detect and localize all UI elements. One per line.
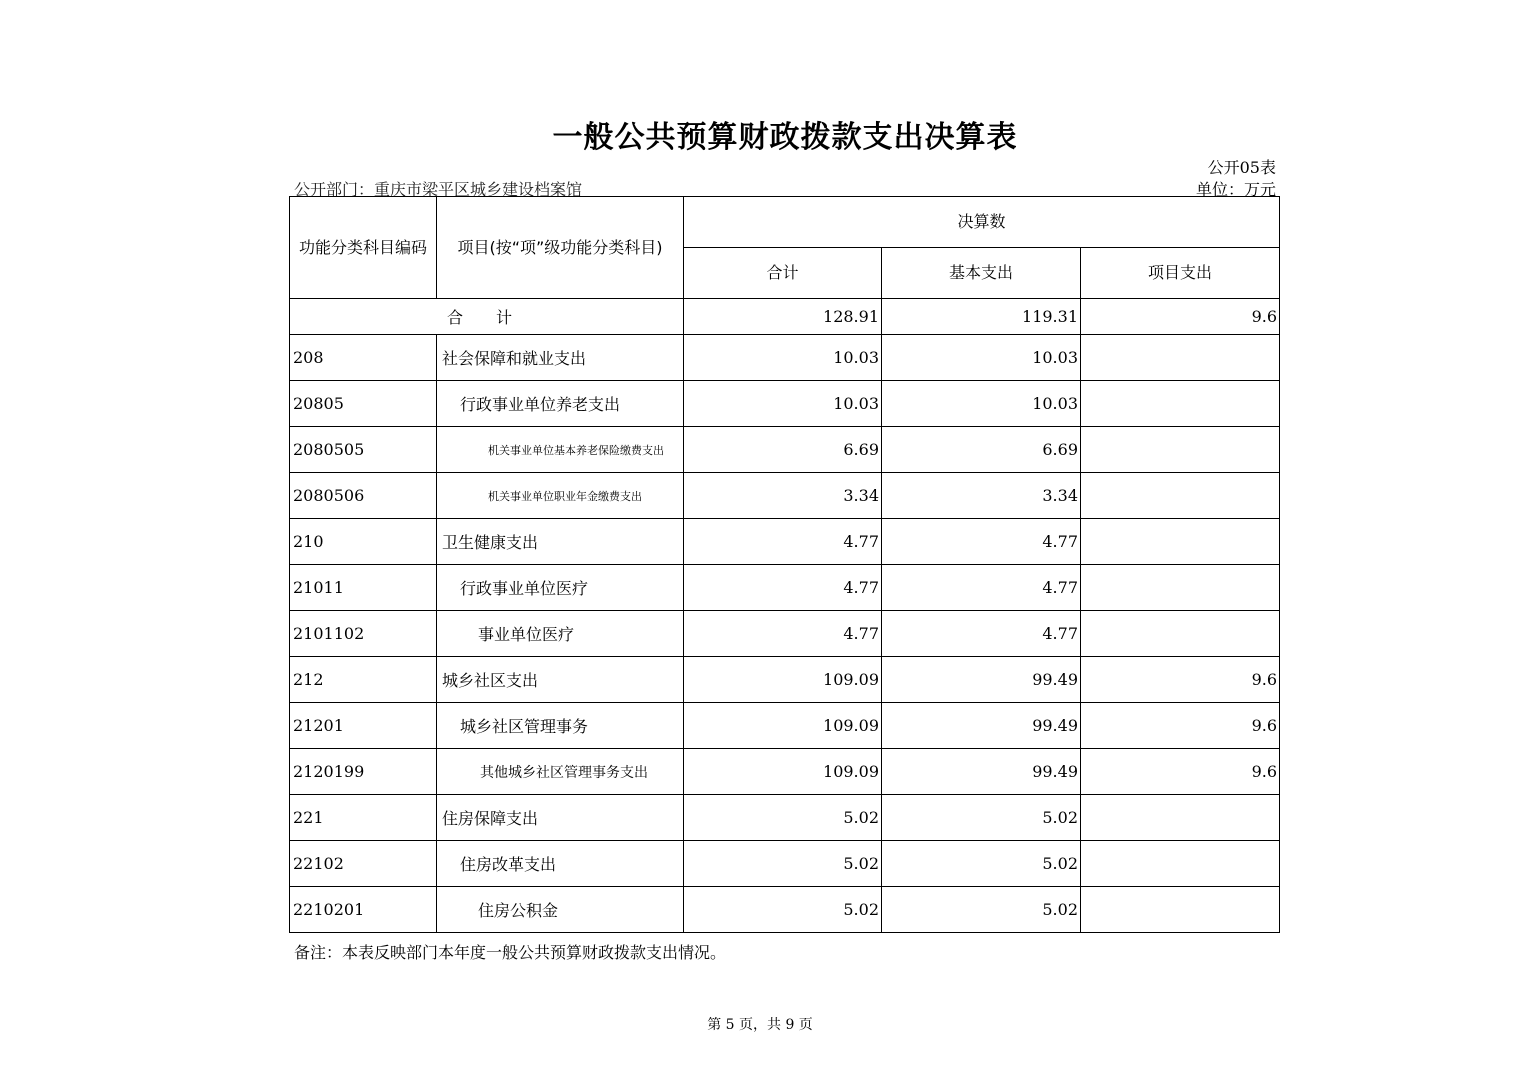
- table-note: 备注：本表反映部门本年度一般公共预算财政拨款支出情况。: [294, 943, 727, 962]
- row-project: [1081, 611, 1280, 657]
- row-total: 5.02: [684, 887, 882, 933]
- total-project: 9.6: [1081, 299, 1280, 335]
- header-basic: 基本支出: [882, 248, 1081, 299]
- row-basic: 4.77: [882, 611, 1081, 657]
- row-code: 20805: [290, 381, 437, 427]
- total-row: [290, 299, 1280, 335]
- row-code: 221: [290, 795, 437, 841]
- table-row: [290, 427, 1280, 473]
- row-code: 21011: [290, 565, 437, 611]
- row-basic: 10.03: [882, 335, 1081, 381]
- row-name: 社会保障和就业支出: [437, 335, 684, 381]
- row-project: [1081, 473, 1280, 519]
- row-basic: 3.34: [882, 473, 1081, 519]
- table-row: [290, 565, 1280, 611]
- row-code: 208: [290, 335, 437, 381]
- row-project: [1081, 565, 1280, 611]
- table-row: [290, 381, 1280, 427]
- row-basic: 4.77: [882, 565, 1081, 611]
- table-row: [290, 795, 1280, 841]
- header-total: 合计: [684, 248, 882, 299]
- row-total: 109.09: [684, 703, 882, 749]
- row-name: 住房公积金: [437, 887, 684, 933]
- row-project: [1081, 381, 1280, 427]
- row-project: 9.6: [1081, 703, 1280, 749]
- header-item: 项目(按“项”级功能分类科目): [437, 197, 684, 299]
- row-name: 事业单位医疗: [437, 611, 684, 657]
- page-title: 一般公共预算财政拨款支出决算表: [552, 120, 1018, 155]
- table-row: [290, 841, 1280, 887]
- row-code: 2080505: [290, 427, 437, 473]
- table-row: [290, 611, 1280, 657]
- table-row: [290, 703, 1280, 749]
- row-total: 4.77: [684, 611, 882, 657]
- row-code: 2120199: [290, 749, 437, 795]
- row-name: 机关事业单位基本养老保险缴费支出: [437, 427, 684, 473]
- table-row: [290, 335, 1280, 381]
- row-name: 卫生健康支出: [437, 519, 684, 565]
- row-basic: 5.02: [882, 795, 1081, 841]
- row-project: 9.6: [1081, 749, 1280, 795]
- unit-label: 单位：万元: [1195, 180, 1276, 199]
- row-code: 2101102: [290, 611, 437, 657]
- form-number: 公开05表: [1207, 158, 1276, 177]
- row-code: 210: [290, 519, 437, 565]
- header-budget: 决算数: [684, 197, 1280, 248]
- row-basic: 99.49: [882, 749, 1081, 795]
- row-project: [1081, 335, 1280, 381]
- row-name: 城乡社区管理事务: [437, 703, 684, 749]
- row-total: 3.34: [684, 473, 882, 519]
- row-basic: 5.02: [882, 841, 1081, 887]
- row-project: [1081, 887, 1280, 933]
- table-row: [290, 887, 1280, 933]
- row-total: 10.03: [684, 335, 882, 381]
- row-code: 212: [290, 657, 437, 703]
- row-total: 4.77: [684, 519, 882, 565]
- row-basic: 5.02: [882, 887, 1081, 933]
- table-row: [290, 473, 1280, 519]
- total-basic: 119.31: [882, 299, 1081, 335]
- row-total: 109.09: [684, 657, 882, 703]
- row-total: 5.02: [684, 841, 882, 887]
- row-basic: 4.77: [882, 519, 1081, 565]
- total-amount: 128.91: [684, 299, 882, 335]
- row-code: 2080506: [290, 473, 437, 519]
- row-code: 22102: [290, 841, 437, 887]
- row-basic: 6.69: [882, 427, 1081, 473]
- row-project: 9.6: [1081, 657, 1280, 703]
- header-project: 项目支出: [1081, 248, 1280, 299]
- row-total: 10.03: [684, 381, 882, 427]
- row-name: 住房保障支出: [437, 795, 684, 841]
- row-project: [1081, 519, 1280, 565]
- row-project: [1081, 427, 1280, 473]
- total-label: 合 计: [290, 299, 684, 335]
- row-name: 行政事业单位医疗: [437, 565, 684, 611]
- row-name: 其他城乡社区管理事务支出: [437, 749, 684, 795]
- department-label: 公开部门：重庆市梁平区城乡建设档案馆: [294, 180, 583, 199]
- row-name: 城乡社区支出: [437, 657, 684, 703]
- row-total: 4.77: [684, 565, 882, 611]
- page-footer: 第 5 页，共 9 页: [707, 1017, 813, 1033]
- expenditure-table: [289, 196, 1280, 933]
- row-total: 6.69: [684, 427, 882, 473]
- row-basic: 10.03: [882, 381, 1081, 427]
- row-code: 2210201: [290, 887, 437, 933]
- header-code: 功能分类科目编码: [290, 197, 437, 299]
- row-name: 行政事业单位养老支出: [437, 381, 684, 427]
- row-code: 21201: [290, 703, 437, 749]
- row-name: 机关事业单位职业年金缴费支出: [437, 473, 684, 519]
- row-basic: 99.49: [882, 703, 1081, 749]
- row-project: [1081, 795, 1280, 841]
- row-total: 5.02: [684, 795, 882, 841]
- row-project: [1081, 841, 1280, 887]
- row-basic: 99.49: [882, 657, 1081, 703]
- table-row: [290, 519, 1280, 565]
- row-name: 住房改革支出: [437, 841, 684, 887]
- row-total: 109.09: [684, 749, 882, 795]
- table-row: [290, 657, 1280, 703]
- table-row: [290, 749, 1280, 795]
